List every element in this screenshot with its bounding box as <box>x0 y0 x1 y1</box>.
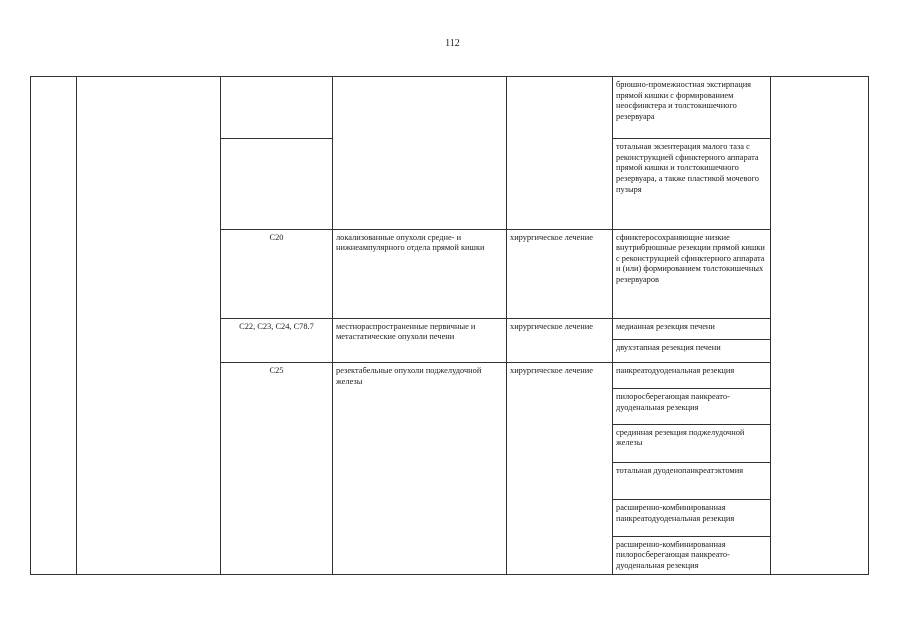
cell-row-number <box>31 77 77 575</box>
cell-method: тотальная экзентерация малого таза с реконструкцией сфинктерного аппарата прямой кишки и толстокишечного резервуара, а также пластикой мочевого пузыря <box>613 139 771 229</box>
cell-treatment: хирургическое лечение <box>507 229 613 318</box>
cell-icd-code: C25 <box>221 363 333 575</box>
cell-cost <box>771 77 869 575</box>
cell-icd-code <box>221 77 333 139</box>
cell-method: панкреатодуоденальная резекция <box>613 363 771 389</box>
cell-treatment: хирургическое лечение <box>507 363 613 575</box>
table-row <box>31 77 869 139</box>
cell-method: тотальная дуоденопанкреатэктомия <box>613 463 771 500</box>
cell-method: расширенно-комбинированная пилоросберегающая панкреато-дуоденальная резекция <box>613 536 771 574</box>
cell-method: расширенно-комбинированная панкреатодуоденальная резекция <box>613 500 771 536</box>
cell-method: брюшно-промежностная экстирпация прямой кишки с формированием неосфинктера и толстокишечного резервуара <box>613 77 771 139</box>
cell-icd-code: C22, C23, C24, C78.7 <box>221 318 333 363</box>
cell-condition: резектабельные опухоли поджелудочной железы <box>333 363 507 575</box>
cell-method: двухэтапная резекция печени <box>613 339 771 363</box>
cell-treatment <box>507 77 613 230</box>
page-number: 112 <box>445 38 460 49</box>
cell-method: медианная резекция печени <box>613 318 771 339</box>
cell-condition: локализованные опухоли средне- и нижнеампулярного отдела прямой кишки <box>333 229 507 318</box>
cell-method: сфинктеросохраняющие низкие внутрибрюшные резекции прямой кишки с реконструкцией сфинктерного аппарата и (или) формированием толстокишечных резервуаров <box>613 229 771 318</box>
cell-treatment: хирургическое лечение <box>507 318 613 363</box>
cell-icd-code <box>221 139 333 229</box>
cell-care-type <box>77 77 221 575</box>
cell-condition: местнораспространенные первичные и метастатические опухоли печени <box>333 318 507 363</box>
medical-care-table <box>30 76 869 575</box>
cell-method: срединная резекция поджелудочной железы <box>613 424 771 462</box>
cell-condition <box>333 77 507 230</box>
cell-icd-code: C20 <box>221 229 333 318</box>
cell-method: пилоросберегающая панкреато-дуоденальная резекция <box>613 389 771 424</box>
